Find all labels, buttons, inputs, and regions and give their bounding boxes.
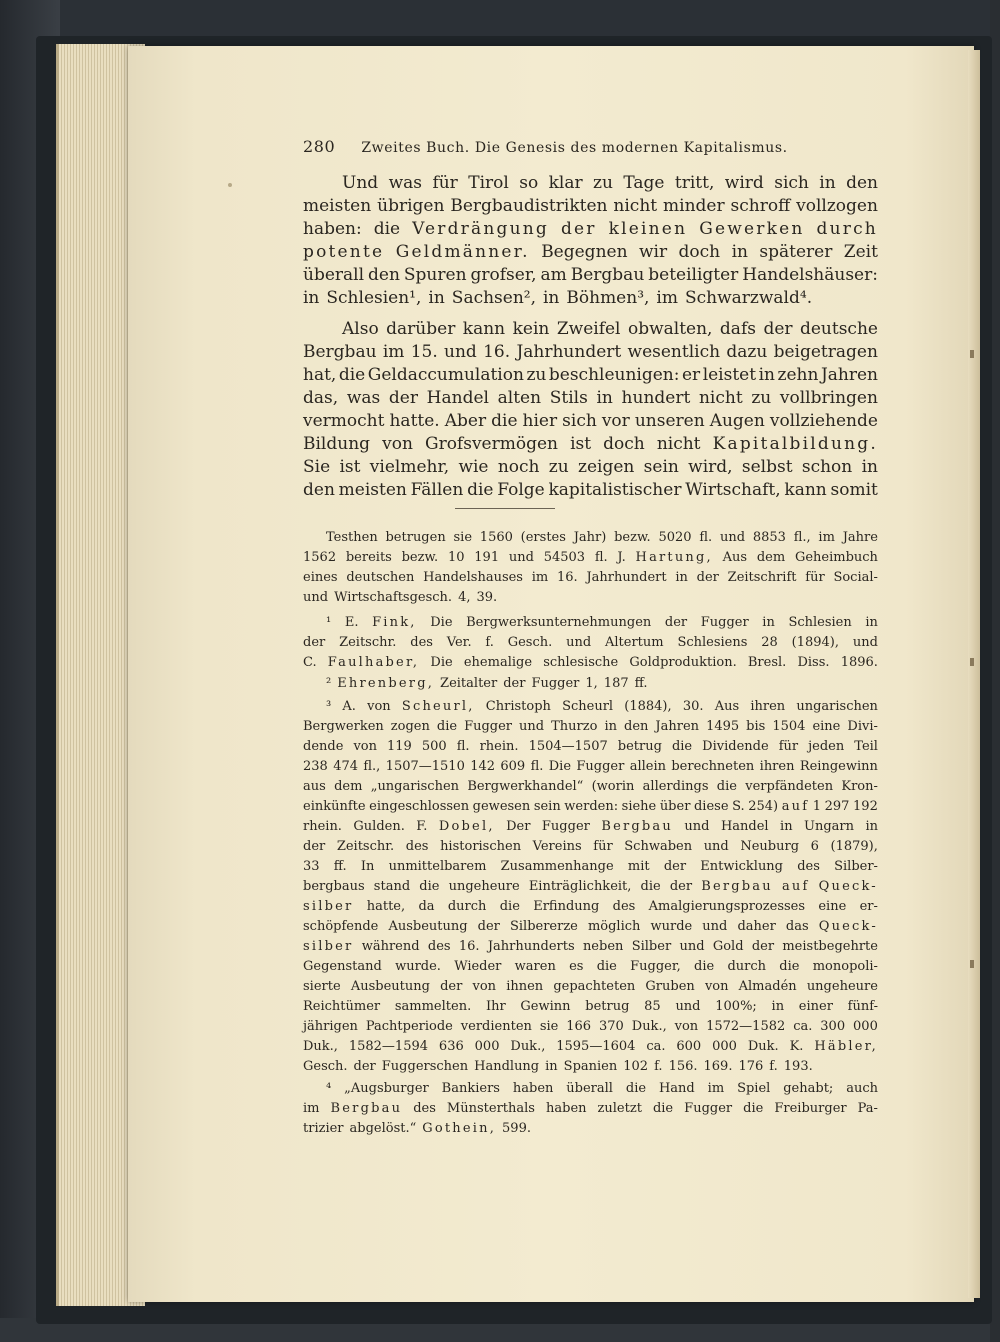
footnote-line: silber während des 16. Jahrhunderts neben Silber und Gold der meistbegehrte [303,939,878,954]
footnote-line: Duk., 1582—1594 636 000 Duk., 1595—1604 ca. 600 000 Duk. K. Häbler, [303,1039,878,1054]
body-line: meisten übrigen Bergbaudistrikten nicht minder schroff vollzogen [303,196,878,216]
footnote-line: Bergwerken zogen die Fugger und Thurzo in den Jahren 1495 bis 1504 eine Divi- [303,719,878,734]
footnote-line: ¹ E. Fink, Die Bergwerksunternehmungen der Fugger in Schlesien in [326,615,878,630]
footnote-line: einkünfte eingeschlossen gewesen sein werden: siehe über diese S. 254) auf 1 297 192 [303,799,878,814]
footnote-line: ³ A. von Scheurl, Christoph Scheurl (1884), 30. Aus ihren ungarischen [326,699,878,714]
footnote-line: bergbaus stand die ungeheure Einträglichkeit, die der Bergbau auf Queck- [303,879,878,894]
page-fore-edge [968,50,980,1298]
footnote-line: 238 474 fl., 1507—1510 142 609 fl. Die Fugger allein berechneten ihren Reingewinn [303,759,878,774]
body-line: überall den Spuren grofser, am Bergbau beteiligter Handelshäuser: [303,265,878,285]
margin-mark [970,350,974,358]
footnote-line: ² Ehrenberg, Zeitalter der Fugger 1, 187 ff. [326,676,648,691]
page-number: 280 [303,137,336,156]
footnote-line: jährigen Pachtperiode verdienten sie 166 370 Duk., von 1572—1582 ca. 300 000 [303,1019,878,1034]
body-line: Bildung von Grofsvermögen ist doch nicht Kapitalbildung. [303,434,878,454]
running-title: Zweites Buch. Die Genesis des modernen Kapitalismus. [361,140,788,156]
footnote-line: sierte Ausbeutung der von ihnen gepachteten Gruben von Almadén ungeheure [303,979,878,994]
body-line: haben: die Verdrängung der kleinen Gewerken durch [303,219,878,239]
body-line: vermocht hatte. Aber die hier sich vor unseren Augen vollziehende [303,411,878,431]
footnote-line: der Zeitschr. des Ver. f. Gesch. und Altertum Schlesiens 28 (1894), und [303,635,878,650]
running-head [303,137,878,157]
footnote-separator [455,508,555,509]
footnote-line: trizier abgelöst.“ Gothein, 599. [303,1121,531,1136]
footnote-line: schöpfende Ausbeutung der Silbererze möglich wurde und daher das Queck- [303,919,878,934]
footnote-line: rhein. Gulden. F. Dobel, Der Fugger Bergbau und Handel in Ungarn in [303,819,878,834]
body-line: das, was der Handel alten Stils in hundert nicht zu vollbringen [303,388,878,408]
footnote-line: Testhen betrugen sie 1560 (erstes Jahr) bezw. 5020 fl. und 8853 fl., im Jahre [326,530,878,545]
paper-speck [228,183,232,187]
footnote-line: Gegenstand wurde. Wieder waren es die Fugger, die durch die monopoli- [303,959,878,974]
footnote-line: C. Faulhaber, Die ehemalige schlesische Goldproduktion. Bresl. Diss. 1896. [303,655,878,670]
footnote-line: und Wirtschaftsgesch. 4, 39. [303,590,498,605]
body-line: Also darüber kann kein Zweifel obwalten, dafs der deutsche [342,319,878,339]
footnote-line: 33 ff. In unmittelbarem Zusammenhange mit der Entwicklung des Silber- [303,859,878,874]
footnote-line: ⁴ „Augsburger Bankiers haben überall die Hand im Spiel gehabt; auch [326,1081,878,1096]
body-line: Sie ist vielmehr, wie noch zu zeigen sein wird, selbst schon in [303,457,878,477]
margin-mark [970,960,974,968]
footnote-line: silber hatte, da durch die Erfindung des Amalgierungsprozesses eine er- [303,899,878,914]
body-line: hat, die Geldaccumulation zu beschleunigen: er leistet in zehn Jahren [303,365,878,385]
footnote-line: im Bergbau des Münsterthals haben zuletzt die Fugger die Freiburger Pa- [303,1101,878,1116]
footnote-line: dende von 119 500 fl. rhein. 1504—1507 betrug die Dividende für jeden Teil [303,739,878,754]
body-line: in Schlesien¹, in Sachsen², in Böhmen³, im Schwarzwald⁴. [303,288,813,308]
footnote-line: Gesch. der Fuggerschen Handlung in Spanien 102 f. 156. 169. 176 f. 193. [303,1059,813,1074]
body-line: potente Geldmänner. Begegnen wir doch in späterer Zeit [303,242,878,262]
body-line: Bergbau im 15. und 16. Jahrhundert wesentlich dazu beigetragen [303,342,878,362]
margin-mark [970,658,974,666]
footnote-line: der Zeitschr. des historischen Vereins für Schwaben und Neuburg 6 (1879), [303,839,878,854]
footnote-line: Reichtümer sammelten. Ihr Gewinn betrug 85 und 100%; in einer fünf- [303,999,878,1014]
footnote-line: eines deutschen Handelshauses im 16. Jahrhundert in der Zeitschrift für Social- [303,570,878,585]
footnote-line: 1562 bereits bezw. 10 191 und 54503 fl. J. Hartung, Aus dem Geheimbuch [303,550,878,565]
body-line: den meisten Fällen die Folge kapitalistischer Wirtschaft, kann somit [303,480,878,500]
body-line: Und was für Tirol so klar zu Tage tritt, wird sich in den [342,173,878,193]
footnote-line: aus dem „ungarischen Bergwerkhandel“ (worin allerdings die verpfändeten Kron- [303,779,878,794]
